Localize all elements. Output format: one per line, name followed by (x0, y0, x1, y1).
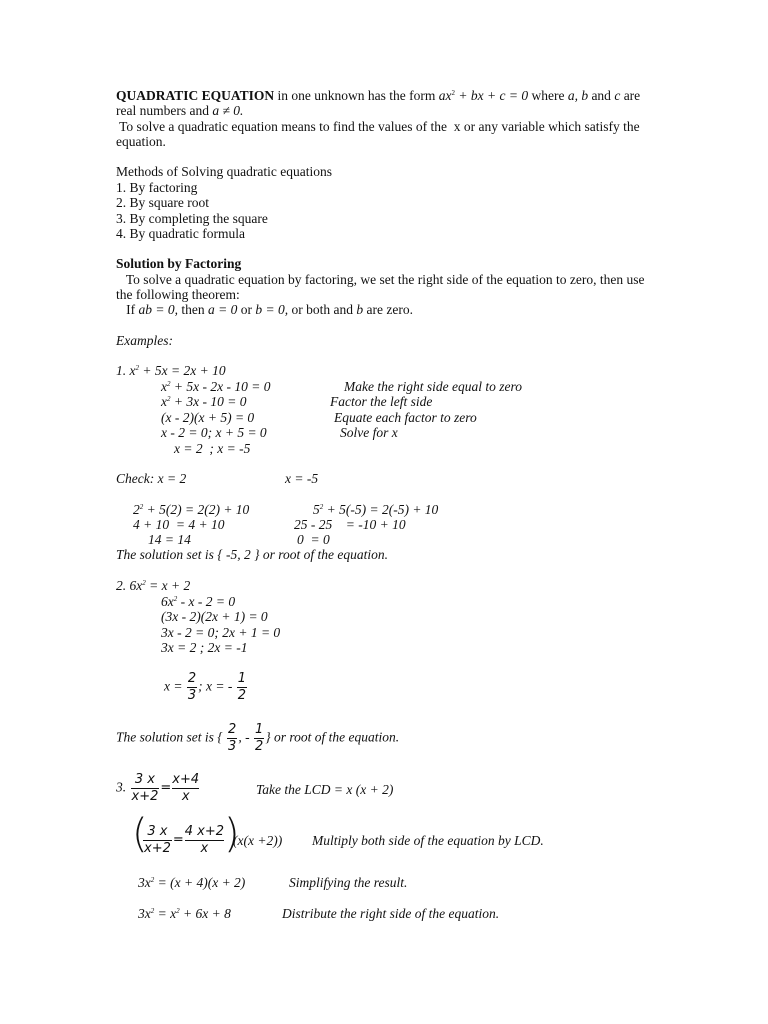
fraction-two-thirds: $\frac{2}{3}$ (228, 722, 237, 754)
check-right-line: 0 = 0 (297, 532, 330, 547)
example-1-step: x - 2 = 0; x + 5 = 0 (161, 425, 267, 440)
method-item: 2. By square root (116, 195, 209, 210)
method-item: 3. By completing the square (116, 211, 268, 226)
check-left-line: $2^2 + 5(2) = 2(2) + 10$ (133, 502, 250, 517)
methods-heading: Methods of Solving quadratic equations (116, 164, 332, 179)
check-right-line: $5^2 + 5(-5) = 2(-5) + 10$ (313, 502, 439, 517)
multiply-tail: (x(x +2)) (233, 833, 283, 848)
lcd-note: Take the LCD = x (x + 2) (256, 782, 394, 797)
factoring-line-2: the following theorem: (116, 287, 240, 302)
intro-line-4: equation. (116, 134, 166, 149)
check-label: Check: x = 2 (116, 471, 187, 486)
intro-line-1: QUADRATIC EQUATION in one unknown has the form $ax^2$ + bx + c = 0 where a, b and c are (116, 88, 641, 103)
check-left-line: 4 + 10 = 4 + 10 (133, 517, 225, 532)
example-2-step: 3x - 2 = 0; 2x + 1 = 0 (161, 625, 281, 640)
method-item: 4. By quadratic formula (116, 226, 245, 241)
multiply-by-lcd-expression: $\frac{3 x}{x+2}$ = $\frac{4 x+2}{x}$ (144, 824, 225, 856)
fraction-two-thirds: $\frac{2}{3}$ (187, 671, 197, 703)
example-1-note: Make the right side equal to zero (344, 379, 522, 394)
left-paren: ( (132, 811, 148, 857)
intro-line-3: To solve a quadratic equation means to find the values of the x or any variable which satisfy the (116, 119, 640, 134)
fraction-one-half: $\frac{1}{2}$ (237, 671, 247, 703)
quadratic-equation-title: QUADRATIC EQUATION (116, 88, 275, 103)
example-2-equation: 2. $6x^2 = x + 2$ (116, 578, 191, 593)
example-2-step: $6x^2 - x - 2 = 0$ (161, 594, 236, 609)
simplify-note: Simplifying the result. (289, 875, 408, 890)
examples-label: Examples: (116, 333, 173, 348)
simplify-step: $3x^2 = (x + 4)(x + 2)$ (138, 875, 246, 890)
example-1-note: Equate each factor to zero (334, 410, 477, 425)
example-1-step: x = 2 ; x = -5 (174, 441, 251, 456)
example-1-step: (x - 2)(x + 5) = 0 (161, 410, 255, 425)
fraction-one-half: $\frac{1}{2}$ (254, 722, 264, 754)
example-1-equation: 1. $x^2 + 5x = 2x + 10$ (116, 363, 226, 378)
example-1-note: Solve for x (340, 425, 398, 440)
fraction-4x-plus-2-over-x: $\frac{4 x+2}{x}$ (184, 824, 225, 856)
check-other-root: x = -5 (285, 471, 319, 486)
example-2-step: 3x = 2 ; 2x = -1 (161, 640, 248, 655)
check-right-line: 25 - 25 = -10 + 10 (294, 517, 406, 532)
distribute-note: Distribute the right side of the equation. (282, 906, 500, 921)
example-1-note: Factor the left side (330, 394, 433, 409)
example-2-step: (3x - 2)(2x + 1) = 0 (161, 609, 268, 624)
example-1-step: $x^2 + 3x - 10 = 0$ (161, 394, 247, 409)
example-1-step: $x^2 + 5x - 2x - 10 = 0$ (161, 379, 271, 394)
example-2-solution: The solution set is { $\frac{2}{3}$ , - $\frac{1}{2}$ } or root of the equation. (116, 722, 400, 754)
intro-line-2: real numbers and a ≠ 0. (116, 103, 244, 118)
right-paren: ) (224, 811, 240, 857)
factoring-line-1: To solve a quadratic equation by factoring, we set the right side of the equation to zero, then use (116, 272, 645, 287)
distribute-step: $3x^2 = x^2 + 6x + 8$ (138, 906, 231, 921)
method-item: 1. By factoring (116, 180, 198, 195)
example-3-equation: 3. $\frac{3 x}{x+2}$ = $\frac{x+4}{x}$ (116, 772, 200, 804)
check-left-line: 14 = 14 (148, 532, 191, 547)
fraction-3x-over-x-plus-2: $\frac{3 x}{x+2}$ (131, 772, 159, 804)
factoring-heading: Solution by Factoring (116, 256, 242, 271)
example-2-roots: x = $\frac{2}{3}$ ; x = - $\frac{1}{2}$ (164, 671, 247, 703)
zero-product-theorem: If ab = 0, then a = 0 or b = 0, or both and b are zero. (116, 302, 413, 317)
fraction-x-plus-4-over-x: $\frac{x+4}{x}$ (172, 772, 200, 804)
example-1-solution: The solution set is { -5, 2 } or root of the equation. (116, 547, 389, 562)
fraction-3x-over-x-plus-2: $\frac{3 x}{x+2}$ (144, 824, 171, 856)
multiply-note: Multiply both side of the equation by LCD. (312, 833, 544, 848)
